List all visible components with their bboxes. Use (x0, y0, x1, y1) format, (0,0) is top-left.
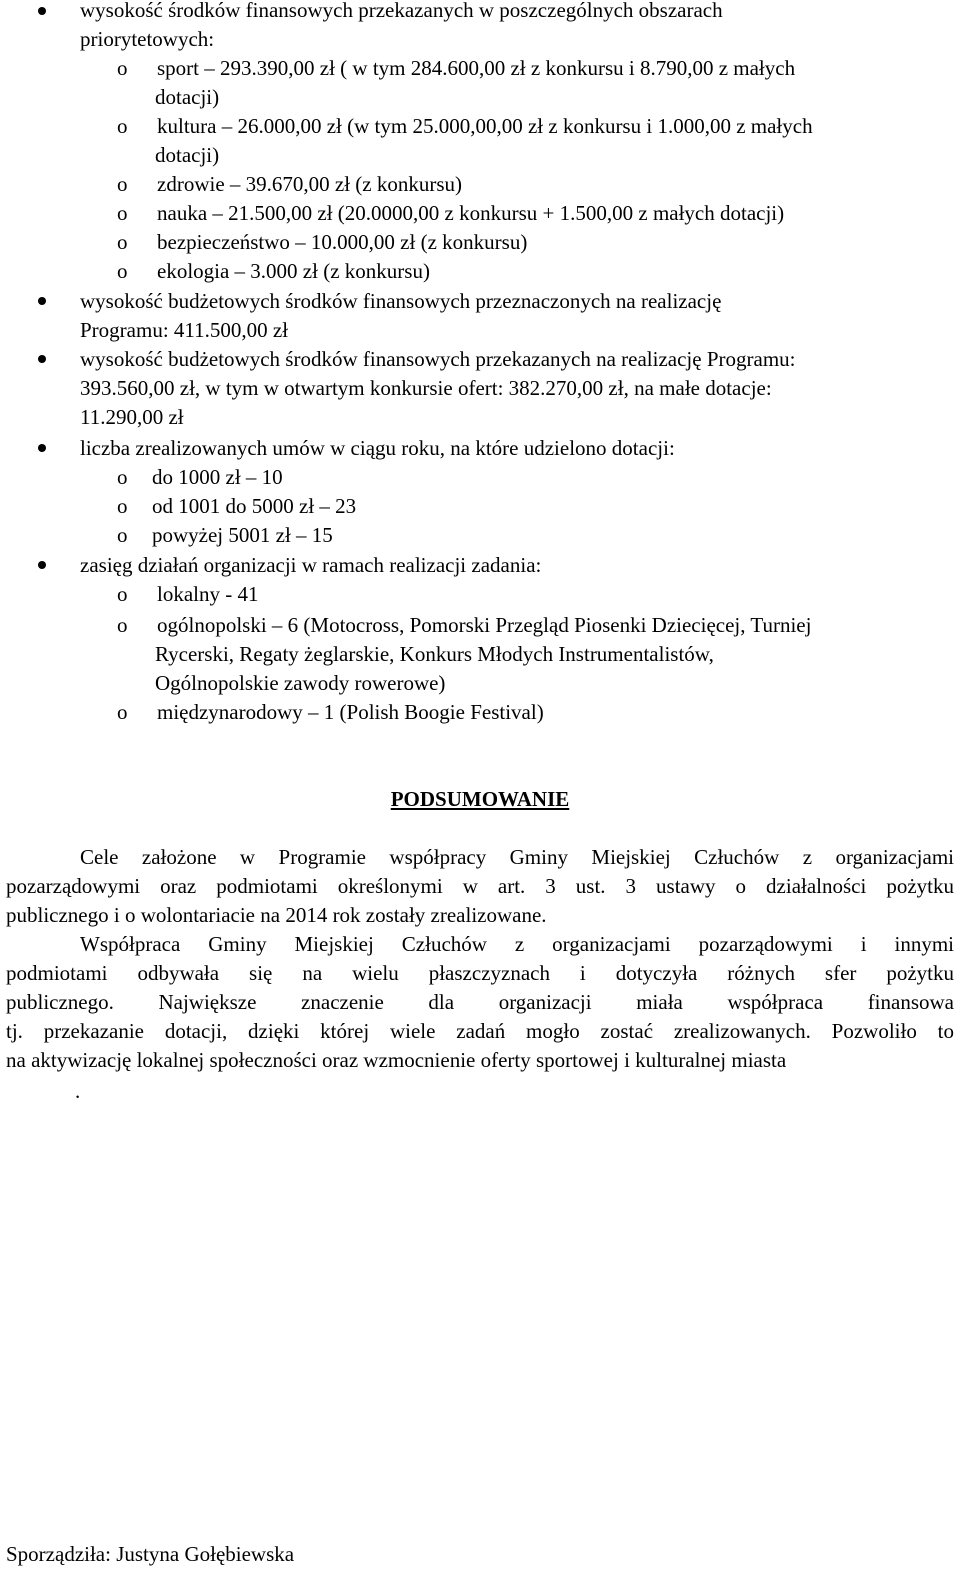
bullet-icon (38, 561, 46, 569)
sublist-marker: o (117, 172, 128, 196)
sublist-marker: o (117, 201, 128, 225)
bullet-icon (38, 297, 46, 305)
sublist-item-text: dotacji) (155, 143, 220, 167)
bullet-icon (38, 355, 46, 363)
sublist-marker: o (117, 613, 128, 637)
sublist-item-text: ogólnopolski – 6 (Motocross, Pomorski Przegląd Piosenki Dziecięcej, Turniej (157, 613, 812, 637)
sublist-item-text: Rycerski, Regaty żeglarskie, Konkurs Młodych Instrumentalistów, (155, 642, 714, 666)
list-item-text: priorytetowych: (80, 27, 215, 51)
paragraph-line: pozarządowymi oraz podmiotami określonymi w art. 3 ust. 3 ustawy o działalności pożytku (6, 874, 954, 898)
sublist-marker: o (117, 259, 128, 283)
sublist-item-text: nauka – 21.500,00 zł (20.0000,00 z konkursu + 1.500,00 z małych dotacji) (157, 201, 785, 225)
sublist-marker: o (117, 582, 128, 606)
paragraph-line: . (75, 1079, 81, 1103)
sublist-marker: o (117, 465, 128, 489)
sublist-item-text: powyżej 5001 zł – 15 (152, 523, 333, 547)
bullet-icon (38, 7, 46, 15)
sublist-item-text: Ogólnopolskie zawody rowerowe) (155, 671, 446, 695)
sublist-item-text: od 1001 do 5000 zł – 23 (152, 494, 357, 518)
list-item-text: wysokość budżetowych środków finansowych przeznaczonych na realizację (80, 289, 722, 313)
paragraph-line: Cele założone w Programie współpracy Gminy Miejskiej Człuchów z organizacjami (80, 845, 954, 869)
list-item-text: liczba zrealizowanych umów w ciągu roku, na które udzielono dotacji: (80, 436, 675, 460)
paragraph-line: podmiotami odbywała się na wielu płaszczyznach i dotyczyła różnych sfer pożytku (6, 961, 954, 985)
list-item-text: wysokość środków finansowych przekazanych w poszczególnych obszarach (80, 0, 723, 22)
list-item-text: wysokość budżetowych środków finansowych przekazanych na realizację Programu: (80, 347, 796, 371)
paragraph-line: publicznego i o wolontariacie na 2014 rok zostały zrealizowane. (6, 903, 547, 927)
paragraph-line: tj. przekazanie dotacji, dzięki której wiele zadań mogło zostać zrealizowanych. Pozwoliło to (6, 1019, 954, 1043)
sublist-marker: o (117, 114, 128, 138)
sublist-marker: o (117, 230, 128, 254)
sublist-item-text: do 1000 zł – 10 (152, 465, 283, 489)
sublist-item-text: międzynarodowy – 1 (Polish Boogie Festival) (157, 700, 544, 724)
list-item-text: Programu: 411.500,00 zł (80, 318, 289, 342)
sublist-marker: o (117, 700, 128, 724)
sublist-marker: o (117, 494, 128, 518)
sublist-item-text: dotacji) (155, 85, 220, 109)
prepared-by: Sporządziła: Justyna Gołębiewska (6, 1542, 295, 1566)
sublist-item-text: zdrowie – 39.670,00 zł (z konkursu) (157, 172, 463, 196)
section-heading: PODSUMOWANIE (390, 787, 570, 811)
list-item-text: 11.290,00 zł (80, 405, 184, 429)
sublist-item-text: lokalny - 41 (157, 582, 259, 606)
sublist-item-text: sport – 293.390,00 zł ( w tym 284.600,00 zł z konkursu i 8.790,00 z małych (157, 56, 796, 80)
sublist-marker: o (117, 523, 128, 547)
list-item-text: zasięg działań organizacji w ramach realizacji zadania: (80, 553, 542, 577)
sublist-item-text: bezpieczeństwo – 10.000,00 zł (z konkursu) (157, 230, 528, 254)
sublist-item-text: ekologia – 3.000 zł (z konkursu) (157, 259, 430, 283)
sublist-item-text: kultura – 26.000,00 zł (w tym 25.000,00,00 zł z konkursu i 1.000,00 z małych (157, 114, 813, 138)
bullet-icon (38, 444, 46, 452)
paragraph-line: Współpraca Gminy Miejskiej Człuchów z organizacjami pozarządowymi i innymi (80, 932, 954, 956)
paragraph-line: na aktywizację lokalnej społeczności oraz wzmocnienie oferty sportowej i kulturalnej miasta (6, 1048, 787, 1072)
list-item-text: 393.560,00 zł, w tym w otwartym konkursie ofert: 382.270,00 zł, na małe dotacje: (80, 376, 772, 400)
sublist-marker: o (117, 56, 128, 80)
paragraph-line: publicznego. Największe znaczenie dla organizacji miała współpraca finansowa (6, 990, 954, 1014)
